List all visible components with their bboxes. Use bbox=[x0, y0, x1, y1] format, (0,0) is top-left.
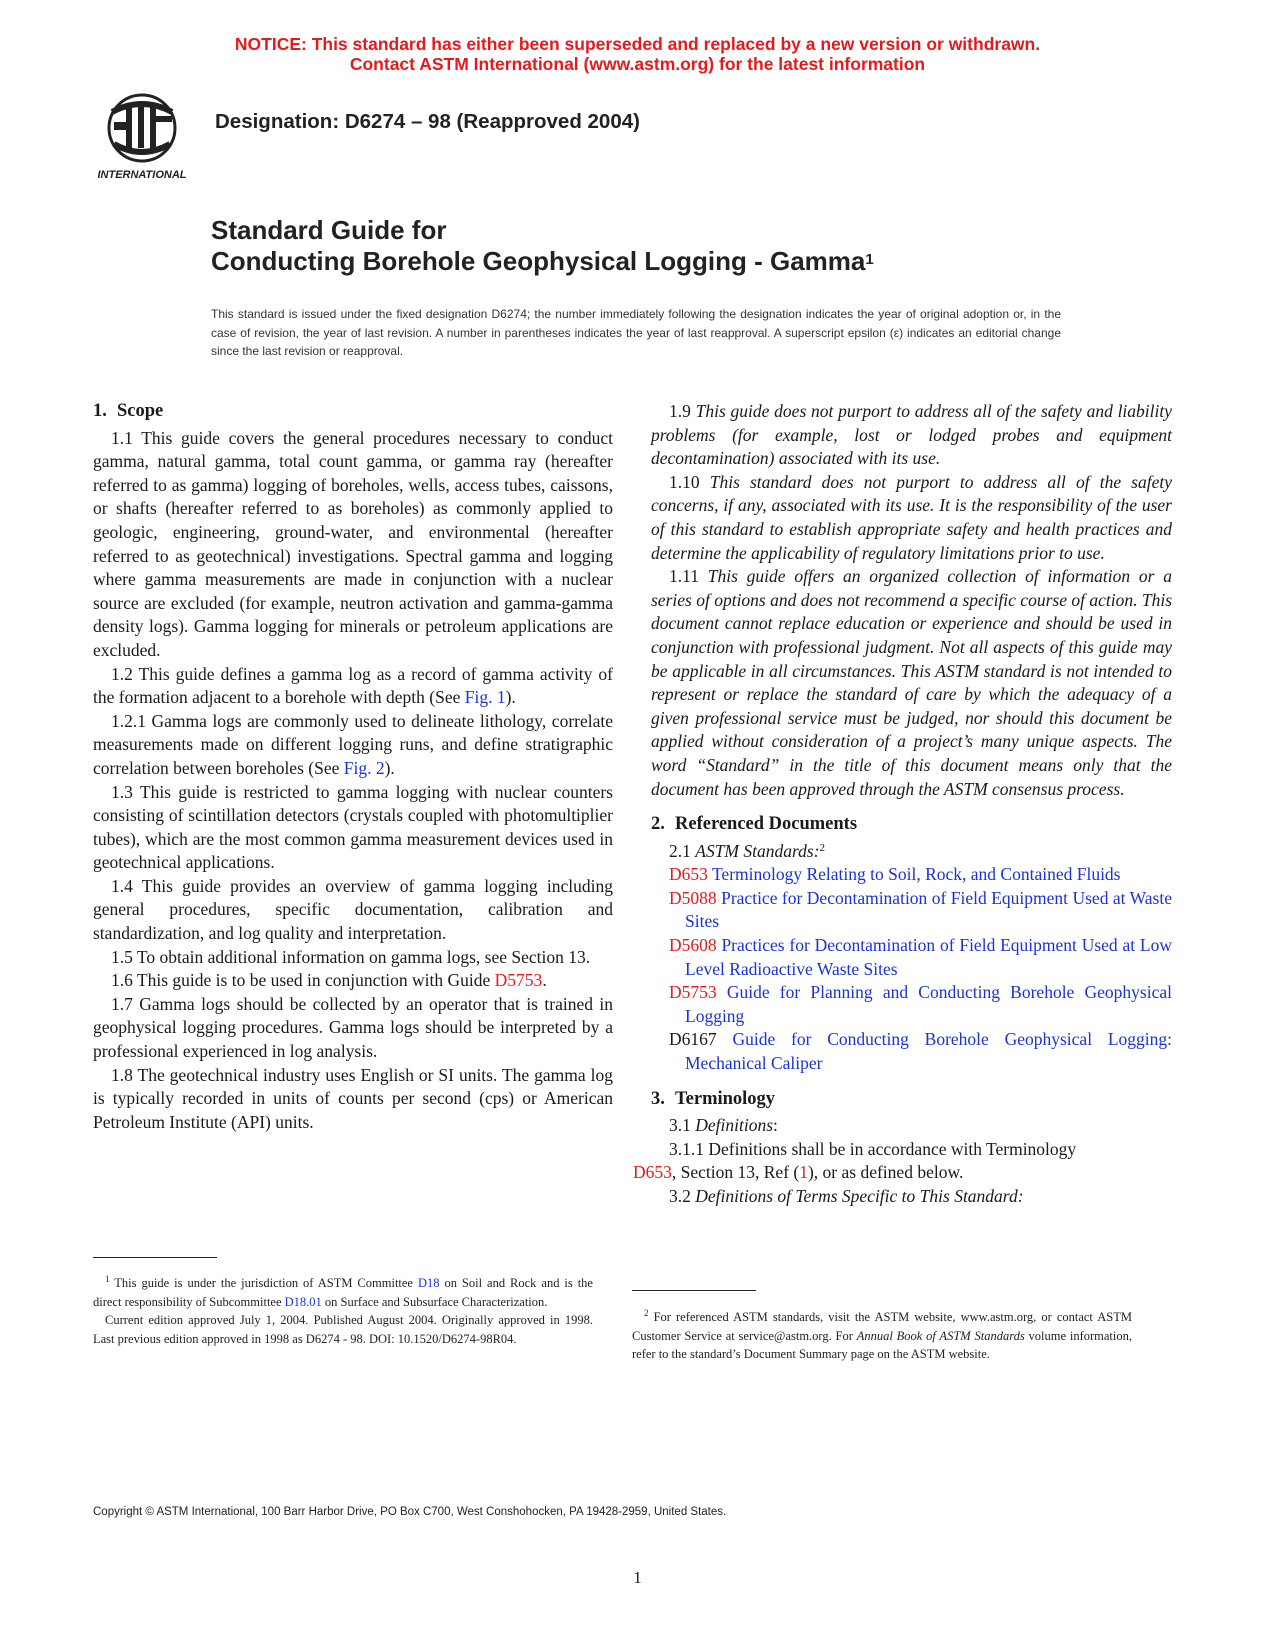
page-number: 1 bbox=[633, 1568, 642, 1587]
right-column bbox=[633, 400, 1173, 1209]
footnote-1: $^1$ This guide is under the jurisdiction of ASTM Committee D18 on Soil and Rock and is the direct responsibility of Subcommittee D18.01 on Surface and Subsurface Characterization. Current edition approved July 1, 2004. Published August 2004. Originally approved in 1998. Last previous edition approved in 1998 as D6274 - 98. DOI: 10.1520/D6274-98R04. bbox=[93, 1274, 593, 1346]
paragraph-1-3: 1.3 This guide is restricted to gamma logging with nuclear counters consisting of scintillation detectors (crystals coupled with photomultiplier tubes), which are the most common gamma measurement devices used in geotechnical applications. bbox=[93, 781, 613, 873]
astm-logo bbox=[92, 92, 198, 184]
paragraph-1-11: 1.11 This guide offers an organized collection of information or a series of options and does not recommend a specific course of action. This document cannot replace education or experience and should be used in conjunction with professional judgment. Not all aspects of this guide may be applicable in all circumstances. This ASTM standard is not intended to represent or replace the standard of care by which the adequacy of a given professional service must be judged, nor should this document be applied without consideration of a project’s many unique aspects. The word “Standard” in the title of this document means only that the document has been approved through the ASTM consensus process. bbox=[651, 566, 1172, 799]
paragraph-1-5: 1.5 To obtain additional information on gamma logs, see Section 13. bbox=[111, 946, 591, 967]
section-heading-terminology: 3. Terminology bbox=[651, 1088, 776, 1109]
link-d653[interactable]: D653 bbox=[633, 1162, 672, 1183]
left-column bbox=[93, 400, 613, 1134]
title-footnote-marker: 1 bbox=[865, 251, 874, 268]
paragraph-1-8: 1.8 The geotechnical industry uses English or SI units. The gamma log is typically recorded in units of counts per second (cps) or American Petroleum Institute (API) units. bbox=[93, 1064, 613, 1132]
section-heading-referenced-documents: 2. Referenced Documents bbox=[651, 814, 858, 835]
paragraph-1-1: 1.1 This guide covers the general procedures necessary to conduct gamma, natural gamma, total count gamma, or gamma ray (hereafter referred to as gamma) logging of boreholes, wells, access tubes, caissons, or shafts (hereafter referred to as boreholes) as commonly applied to geologic, engineering, ground-water, and environmental (hereafter referred to as geotechnical) investigations. Spectral gamma and logging where gamma measurements are made in conjunction with a nuclear source are excluded (for example, neutron activation and gamma-gamma density logs). Gamma logging for minerals or petroleum applications are excluded. bbox=[93, 427, 613, 660]
paragraph-1-7: 1.7 Gamma logs should be collected by an operator that is trained in geophysical logging procedures. Gamma logs should be interpreted by a professional experienced in log analysis. bbox=[93, 993, 613, 1062]
paragraph-1-2: 1.2 This guide defines a gamma log as a record of gamma activity of the formation adjacent to a borehole with depth (See Fig. 1). bbox=[93, 663, 613, 708]
link-fig-2[interactable]: Fig. 2 bbox=[343, 757, 385, 778]
document-title bbox=[211, 215, 874, 277]
ref-item[interactable]: D5608 Practices for Decontamination of Field Equipment Used at Low Level Radioactive Waste Sites bbox=[669, 935, 1173, 979]
paragraph-1-10: 1.10 This standard does not purport to address all of the safety concerns, if any, associated with its use. It is the responsibility of the user of this standard to establish appropriate safety and health practices and determine the applicability of regulatory limitations prior to use. bbox=[651, 471, 1172, 563]
paragraph-1-6: 1.6 This guide is to be used in conjunction with Guide D5753. bbox=[111, 970, 547, 991]
notice-line-2: Contact ASTM International (www.astm.org) for the latest information bbox=[349, 54, 926, 74]
paragraph-3-2: 3.2 Definitions of Terms Specific to This Standard: bbox=[669, 1186, 1024, 1206]
link-d18[interactable]: D18 bbox=[417, 1276, 440, 1291]
footnote-rule-right bbox=[632, 1290, 756, 1291]
link-d18-01[interactable]: D18.01 bbox=[284, 1294, 322, 1309]
ref-item[interactable]: D653 Terminology Relating to Soil, Rock, and Contained Fluids bbox=[669, 864, 1121, 885]
title-line-2: Conducting Borehole Geophysical Logging - Gamma$^1$ bbox=[211, 246, 874, 276]
issued-statement: This standard is issued under the fixed designation D6274; the number immediately following the designation indicates the year of original adoption or, in the case of revision, the year of last revision. A number in parentheses indicates the year of last reapproval. A superscript epsilon (ε) indicates an editorial change since the last revision or reapproval. bbox=[211, 307, 1061, 358]
ref-item[interactable]: D6167 Guide for Conducting Borehole Geophysical Logging: Mechanical Caliper bbox=[669, 1029, 1173, 1074]
link-ref-1[interactable]: 1 bbox=[799, 1162, 808, 1183]
paragraph-1-9: 1.9 This guide does not purport to address all of the safety and liability problems (for example, lost or lodged probes and equipment decontamination) associated with its use. bbox=[651, 401, 1173, 469]
ref-item[interactable]: D5753 Guide for Planning and Conducting Borehole Geophysical Logging bbox=[669, 982, 1172, 1026]
paragraph-1-4: 1.4 This guide provides an overview of gamma logging including general procedures, specific documentation, calibration and standardization, and log quality and interpretation. bbox=[93, 875, 613, 944]
footnote-rule-left bbox=[93, 1257, 217, 1258]
paragraph-2-1: 2.1 ASTM Standards:$^2$ bbox=[669, 840, 826, 861]
notice-line-1: NOTICE: This standard has either been superseded and replaced by a new version or withdrawn. bbox=[234, 34, 1041, 54]
link-d5753[interactable]: D5753 bbox=[494, 970, 543, 991]
notice-banner bbox=[0, 34, 1275, 74]
copyright-line: Copyright © ASTM International, 100 Barr Harbor Drive, PO Box C700, West Conshohocken, PA 19428-2959, United States. bbox=[93, 1506, 727, 1518]
svg-text:INTERNATIONAL: INTERNATIONAL bbox=[97, 169, 187, 181]
section-heading-scope: 1. Scope bbox=[93, 401, 164, 421]
ref-item[interactable]: D5088 Practice for Decontamination of Field Equipment Used at Waste Sites bbox=[669, 887, 1172, 932]
designation: Designation: D6274 – 98 (Reapproved 2004) bbox=[215, 110, 640, 133]
paragraph-3-1: 3.1 Definitions: bbox=[669, 1115, 778, 1136]
footnote-2: $^2$ For referenced ASTM standards, visit the ASTM website, www.astm.org, or contact ASTM Customer Service at service@astm.org. For Annual Book of ASTM Standards volume information, refer to the standard’s Document Summary page on the ASTM website. bbox=[632, 1308, 1133, 1362]
link-fig-1[interactable]: Fig. 1 bbox=[464, 687, 506, 708]
paragraph-3-1-1: 3.1.1 Definitions shall be in accordance with Terminology D653, Section 13, Ref (1), or as defined below. bbox=[633, 1138, 1077, 1183]
paragraph-1-2-1: 1.2.1 Gamma logs are commonly used to delineate lithology, correlate measurements made on different logging runs, and define stratigraphic correlation between boreholes (See Fig. 2). bbox=[93, 710, 613, 778]
title-line-1: Standard Guide for bbox=[211, 215, 447, 245]
